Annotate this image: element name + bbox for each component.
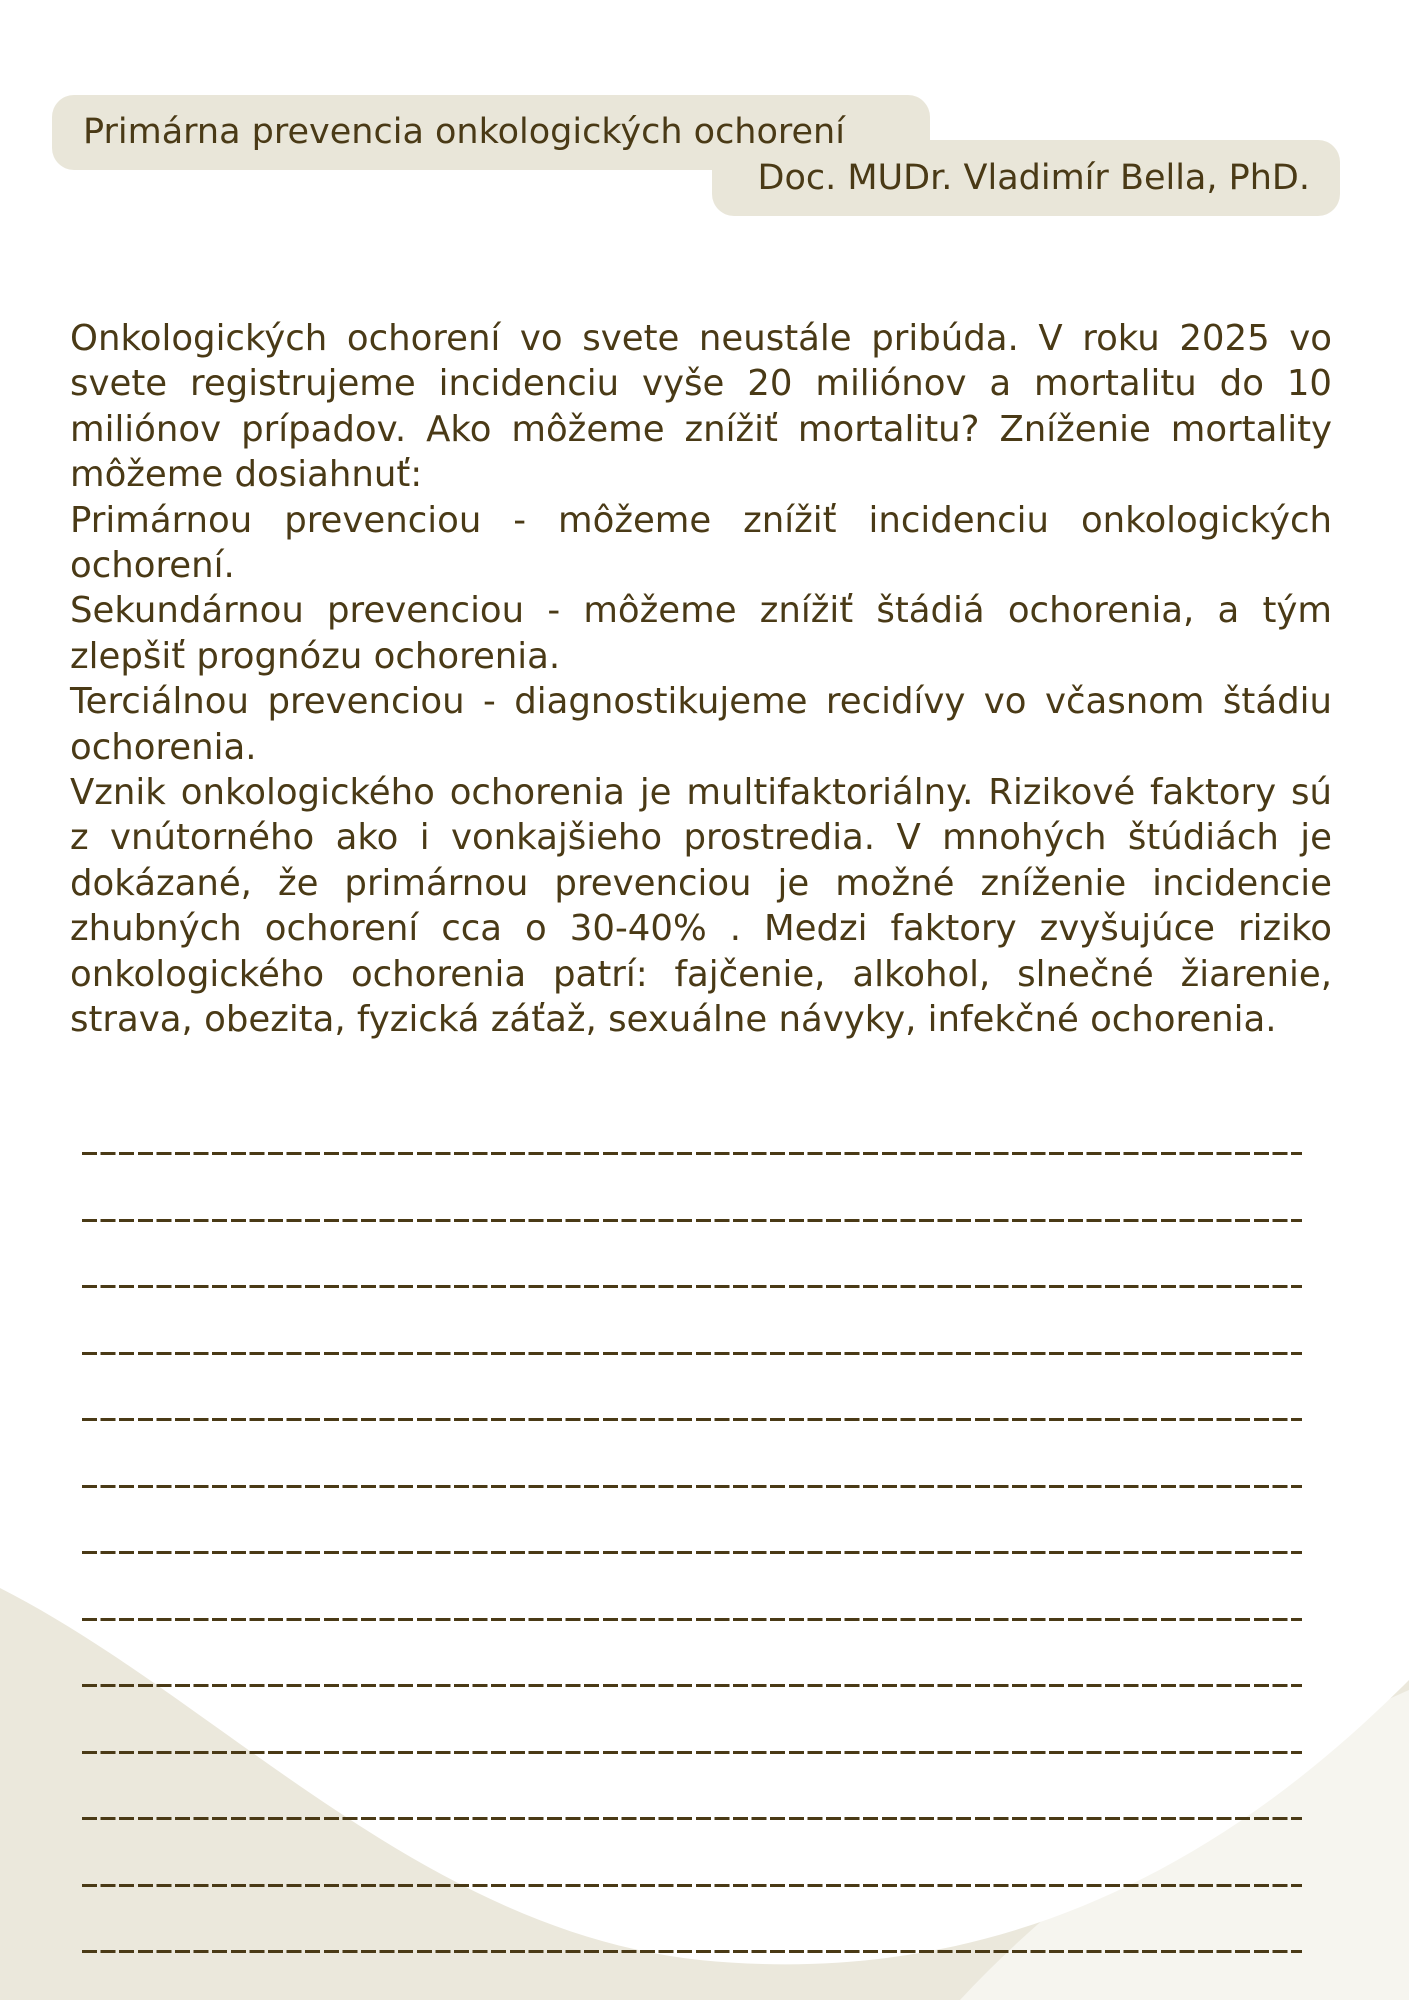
paragraph-secondary-prevention: Sekundárnou prevenciou - môžeme znížiť štádiá ochorenia, a tým zlepšiť prognózu ochorenia. [70,590,1332,677]
writing-line [82,1549,1302,1557]
writing-line [82,1283,1302,1291]
paragraph-primary-prevention: Primárnou prevenciou - môžeme znížiť incidenciu onkologických ochorení. [70,499,1332,587]
writing-line [82,1483,1302,1491]
author-name: Doc. MUDr. Vladimír Bella, PhD. [757,158,1310,198]
writing-line [82,1217,1302,1225]
writing-line [82,1882,1302,1890]
paragraph-risk-factors: Vznik onkologického ochorenia je multifaktoriálny. Rizikové faktory sú z vnútorného ako i vonkajšieho prostredia. V mnohých štúdiách je dokázané, že primárnou prevenciou je možné zníženie incidencie zhubných ochorení cca o 30-40% . Medzi faktory zvyšujúce riziko onkologického ochorenia patrí: fajčenie, alkohol, slnečné žiarenie, strava, obezita, fyzická záťaž, sexuálne návyky, infekčné ochorenia. [70,772,1332,1041]
writing-line [82,1815,1302,1823]
writing-line [82,1350,1302,1358]
writing-line [82,1616,1302,1624]
paragraph-tertiary-prevention: Terciálnou prevenciou - diagnostikujeme recidívy vo včasnom štádiu ochorenia. [70,681,1332,768]
page-title: Primárna prevencia onkologických ochorení [83,112,845,152]
writing-line [82,1416,1302,1424]
writing-line [82,1948,1302,1956]
writing-line [82,1150,1302,1158]
article-body [70,316,1332,1043]
writing-line [82,1749,1302,1757]
writing-line [82,1682,1302,1690]
notes-writing-lines [82,1150,1302,2015]
paragraph-intro: Onkologických ochorení vo svete neustále pribúda. V roku 2025 vo svete registrujeme incidenciu vyše 20 miliónov a mortalitu do 10 miliónov prípadov. Ako môžeme znížiť mortalitu? Zníženie mortality môžeme dosiahnuť: [70,318,1332,496]
